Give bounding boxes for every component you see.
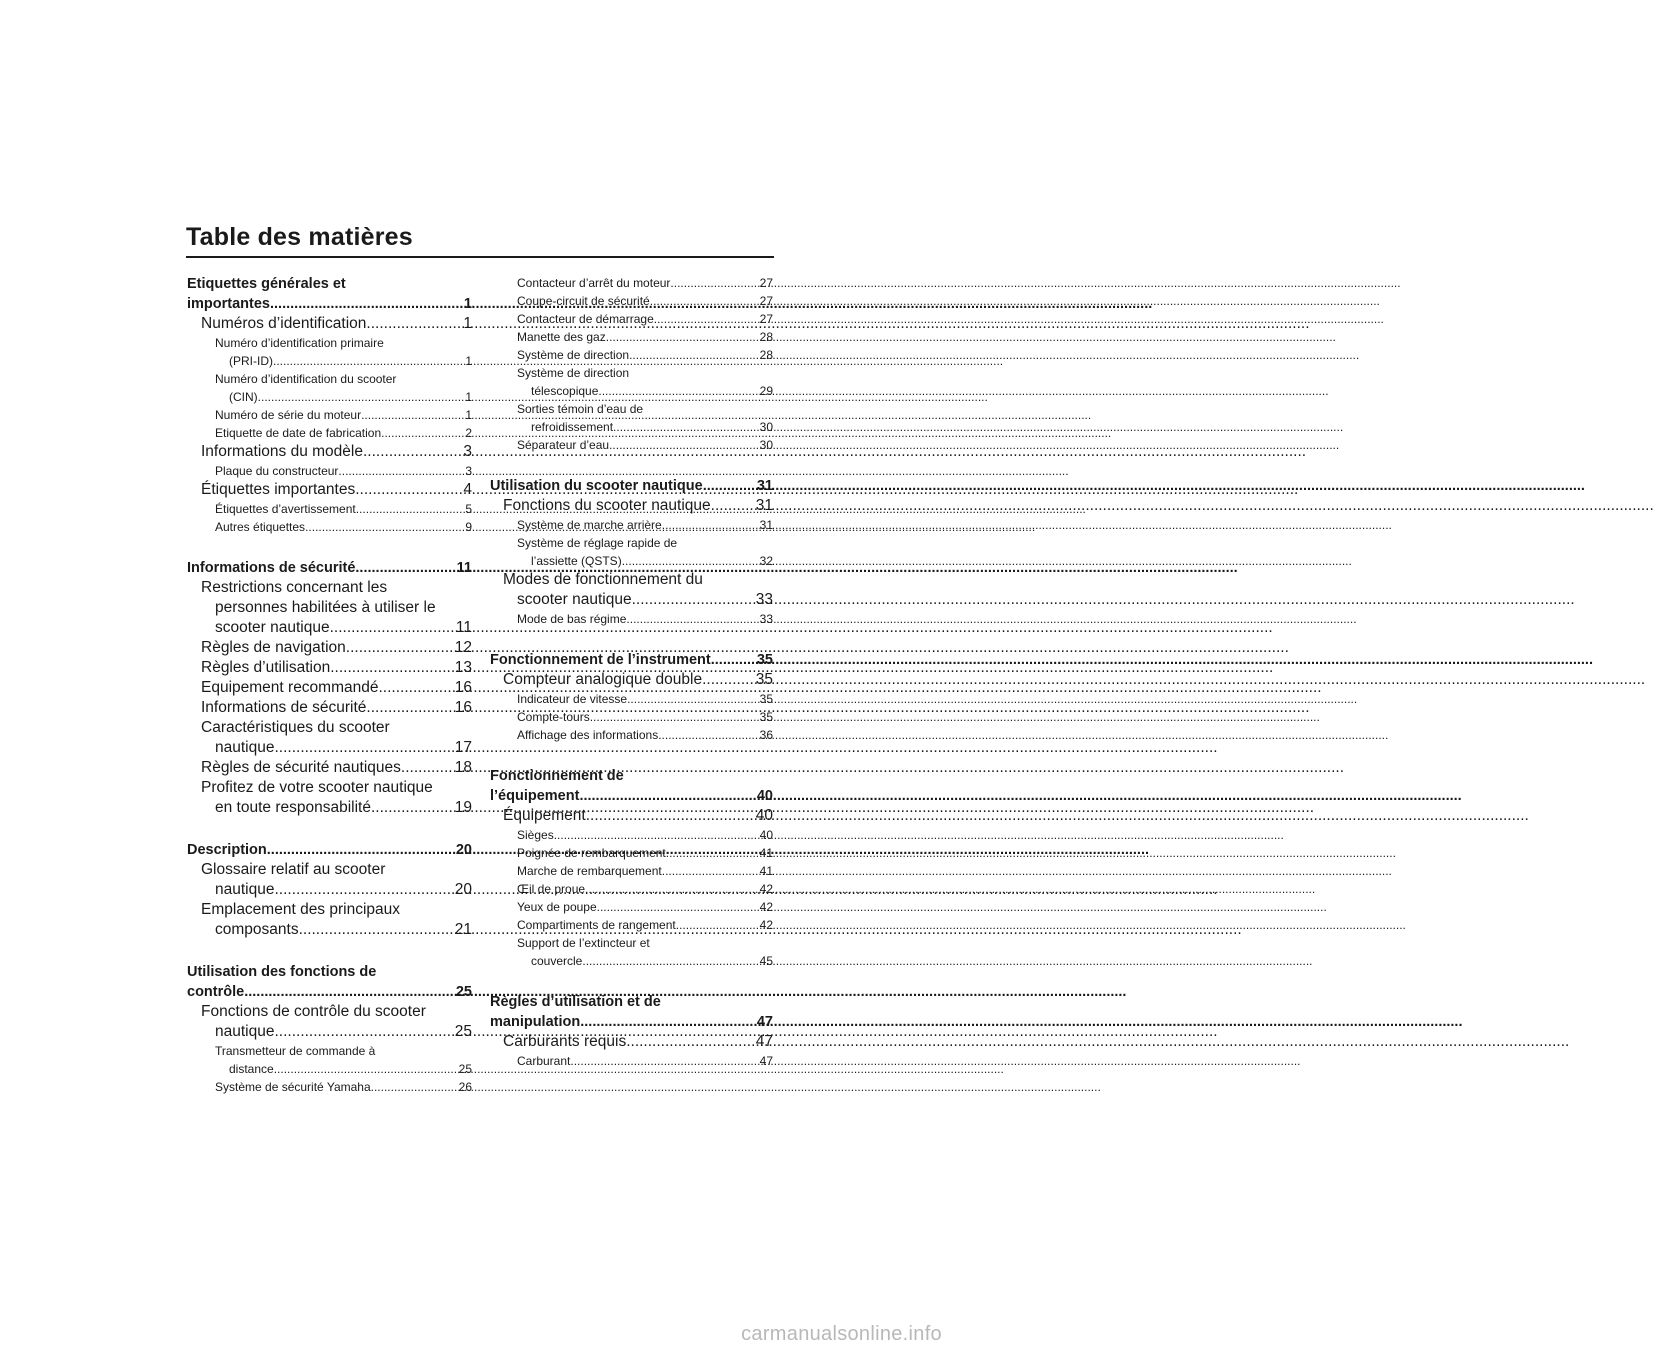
toc-entry-title: Carburant bbox=[517, 1054, 571, 1068]
toc-column-right bbox=[490, 274, 773, 1070]
toc-entry-title: nautique bbox=[215, 739, 275, 756]
dot-leader bbox=[711, 496, 752, 516]
toc-section-line: Règles d’utilisation et de bbox=[490, 994, 661, 1010]
toc-entry[interactable] bbox=[187, 1022, 472, 1042]
toc-entry[interactable] bbox=[490, 1032, 773, 1052]
toc-entry[interactable] bbox=[187, 442, 472, 462]
toc-subentry-line: Numéro d’identification primaire bbox=[215, 336, 384, 350]
toc-entry-title: nautique bbox=[215, 1023, 275, 1040]
toc-entry[interactable] bbox=[187, 658, 472, 678]
toc-entry-title: couvercle bbox=[531, 954, 583, 968]
toc-entry[interactable] bbox=[490, 670, 773, 690]
toc-subentry[interactable] bbox=[490, 862, 773, 880]
toc-entry-title: Affichage des informations bbox=[517, 728, 659, 742]
toc-subentry[interactable] bbox=[490, 436, 773, 454]
dot-leader bbox=[366, 698, 450, 718]
page-number: 25 bbox=[458, 1062, 472, 1076]
dot-leader bbox=[662, 516, 756, 534]
toc-entry-title: scooter nautique bbox=[215, 619, 330, 636]
toc-entry-title: Règles de navigation bbox=[201, 639, 346, 656]
dot-leader bbox=[338, 462, 461, 480]
page-number: 45 bbox=[759, 954, 773, 968]
toc-entry-title: Utilisation du scooter nautique bbox=[490, 478, 703, 494]
page-number: 28 bbox=[759, 330, 773, 344]
page-number: 47 bbox=[756, 1014, 773, 1030]
toc-entry-title: Plaque du constructeur bbox=[215, 464, 339, 478]
page-number: 3 bbox=[463, 443, 472, 460]
toc-entry-title: (PRI-ID) bbox=[229, 354, 273, 368]
page-number: 40 bbox=[759, 828, 773, 842]
toc-section[interactable] bbox=[187, 840, 472, 860]
page-number: 42 bbox=[759, 918, 773, 932]
section-gap bbox=[187, 940, 472, 962]
page-number: 35 bbox=[759, 692, 773, 706]
dot-leader bbox=[580, 1012, 757, 1032]
toc-entry-title: Manette des gaz bbox=[517, 330, 606, 344]
toc-entry-title: distance bbox=[229, 1062, 274, 1076]
toc-entry-title: Séparateur d’eau bbox=[517, 438, 610, 452]
page-number: 18 bbox=[454, 759, 472, 776]
toc-entry-title: Système de sécurité Yamaha bbox=[215, 1080, 371, 1094]
toc-entry-title: Yeux de poupe bbox=[517, 900, 597, 914]
toc-subentry-line: Numéro d’identification du scooter bbox=[215, 372, 397, 386]
page-number: 16 bbox=[454, 679, 472, 696]
page-number: 30 bbox=[759, 438, 773, 452]
page-number: 25 bbox=[455, 984, 472, 1000]
page-number: 36 bbox=[759, 728, 773, 742]
toc-entry-title: Informations du modèle bbox=[201, 443, 363, 460]
toc-entry-title: en toute responsabilité bbox=[215, 799, 371, 816]
dot-leader bbox=[654, 310, 756, 328]
page-number: 30 bbox=[759, 420, 773, 434]
toc-entry-title: Coupe-circuit de sécurité bbox=[517, 294, 650, 308]
page-number: 21 bbox=[454, 921, 472, 938]
dot-leader bbox=[702, 670, 752, 690]
page-number: 35 bbox=[755, 671, 773, 688]
page-number: 20 bbox=[455, 842, 472, 858]
toc-entry-title: importantes bbox=[187, 296, 270, 312]
page-number: 25 bbox=[454, 1023, 472, 1040]
toc-section[interactable] bbox=[490, 1012, 773, 1032]
toc-entry-title: Contacteur d’arrêt du moteur bbox=[517, 276, 671, 290]
dot-leader bbox=[609, 436, 756, 454]
toc-subentry-line: Sorties témoin d’eau de bbox=[517, 402, 644, 416]
toc-entry-title: Numéros d’identification bbox=[201, 315, 367, 332]
toc-entry-title: Etiquette de date de fabrication bbox=[215, 426, 382, 440]
toc-entry-title: Numéro de série du moteur bbox=[215, 408, 362, 422]
dot-leader bbox=[579, 786, 756, 806]
toc-entry-title: Indicateur de vitesse bbox=[517, 692, 628, 706]
toc-entry[interactable] bbox=[187, 798, 472, 818]
dot-leader bbox=[582, 952, 755, 970]
toc-entry[interactable] bbox=[187, 678, 472, 698]
toc-entry-title: Equipement recommandé bbox=[201, 679, 379, 696]
toc-entry-title: composants bbox=[215, 921, 299, 938]
page-number: 31 bbox=[759, 518, 773, 532]
toc-section[interactable] bbox=[490, 786, 773, 806]
page-number: 1 bbox=[465, 354, 472, 368]
toc-entry-title: Fonctions du scooter nautique bbox=[503, 497, 711, 514]
dot-leader bbox=[711, 650, 757, 670]
toc-subentry[interactable] bbox=[490, 610, 773, 628]
page-number: 1 bbox=[465, 390, 472, 404]
page-number: 26 bbox=[458, 1080, 472, 1094]
toc-entry[interactable] bbox=[490, 806, 773, 826]
toc-subentry-line: Système de réglage rapide de bbox=[517, 536, 678, 550]
page-number: 47 bbox=[755, 1033, 773, 1050]
toc-subentry[interactable] bbox=[187, 388, 472, 406]
toc-entry-title: Compte-tours bbox=[517, 710, 590, 724]
toc-entry[interactable] bbox=[187, 880, 472, 900]
toc-entry-title: Système de direction bbox=[517, 348, 630, 362]
dot-leader bbox=[662, 862, 756, 880]
toc-entry-title: scooter nautique bbox=[517, 591, 632, 608]
page-number: 5 bbox=[465, 502, 472, 516]
dot-leader bbox=[244, 982, 456, 1002]
page-number: 20 bbox=[454, 881, 472, 898]
page-number: 1 bbox=[463, 315, 472, 332]
toc-subentry[interactable] bbox=[490, 844, 773, 862]
page-number: 40 bbox=[756, 788, 773, 804]
toc-entry[interactable] bbox=[187, 480, 472, 500]
toc-entry-title: contrôle bbox=[187, 984, 245, 1000]
toc-subentry[interactable] bbox=[490, 310, 773, 328]
toc-entry-title: télescopique bbox=[531, 384, 599, 398]
toc-subentry[interactable] bbox=[490, 292, 773, 310]
dot-leader bbox=[273, 352, 461, 370]
dot-leader bbox=[381, 424, 461, 442]
page-number: 9 bbox=[465, 520, 472, 534]
toc-entry-line: Modes de fonctionnement du bbox=[503, 571, 703, 588]
toc-section[interactable] bbox=[187, 982, 472, 1002]
dot-leader bbox=[597, 898, 756, 916]
toc-subentry[interactable] bbox=[490, 328, 773, 346]
toc-entry-title: refroidissement bbox=[531, 420, 614, 434]
page-number: 2 bbox=[465, 426, 472, 440]
dot-leader bbox=[371, 798, 451, 818]
toc-subentry[interactable] bbox=[490, 690, 773, 708]
dot-leader bbox=[274, 1022, 450, 1042]
toc-subentry[interactable] bbox=[490, 916, 773, 934]
dot-leader bbox=[299, 920, 451, 940]
toc-subentry[interactable] bbox=[490, 346, 773, 364]
toc-subentry[interactable] bbox=[490, 382, 773, 400]
toc-entry[interactable] bbox=[187, 758, 472, 778]
toc-entry-title: Description bbox=[187, 842, 267, 858]
toc-subentry[interactable] bbox=[490, 952, 773, 970]
dot-leader bbox=[703, 476, 757, 496]
toc-section[interactable] bbox=[490, 476, 773, 496]
toc-entry-title: manipulation bbox=[490, 1014, 581, 1030]
dot-leader bbox=[676, 916, 756, 934]
toc-entry[interactable] bbox=[187, 698, 472, 718]
dot-leader bbox=[258, 388, 462, 406]
page-number: 13 bbox=[454, 659, 472, 676]
dot-leader bbox=[330, 618, 452, 638]
toc-subentry[interactable] bbox=[187, 518, 472, 536]
toc-entry-title: Poignée de rembarquement bbox=[517, 846, 666, 860]
section-gap bbox=[187, 536, 472, 558]
watermark: carmanualsonline.info bbox=[741, 1323, 942, 1345]
section-gap bbox=[490, 628, 773, 650]
toc-entry-line: Profitez de votre scooter nautique bbox=[201, 779, 433, 796]
dot-leader bbox=[632, 590, 752, 610]
section-gap bbox=[490, 744, 773, 766]
dot-leader bbox=[606, 328, 756, 346]
toc-entry-title: nautique bbox=[215, 881, 275, 898]
page-number: 3 bbox=[465, 464, 472, 478]
dot-leader bbox=[613, 418, 756, 436]
page-number: 27 bbox=[759, 276, 773, 290]
dot-leader bbox=[650, 292, 756, 310]
toc-subentry[interactable] bbox=[187, 352, 472, 370]
page-number: 32 bbox=[759, 554, 773, 568]
toc-section[interactable] bbox=[490, 650, 773, 670]
toc-subentry[interactable] bbox=[490, 274, 773, 292]
page-number: 42 bbox=[759, 882, 773, 896]
page-number: 33 bbox=[755, 591, 773, 608]
toc-subentry[interactable] bbox=[187, 406, 472, 424]
toc-section[interactable] bbox=[187, 558, 472, 578]
toc-entry-line: Glossaire relatif au scooter bbox=[201, 861, 386, 878]
toc-entry-title: l’assiette (QSTS) bbox=[531, 554, 622, 568]
page-number: 42 bbox=[759, 900, 773, 914]
toc-entry-title: Informations de sécurité bbox=[201, 699, 367, 716]
page-number: 35 bbox=[756, 652, 773, 668]
page-number: 1 bbox=[463, 296, 472, 312]
page-number: 27 bbox=[759, 312, 773, 326]
dot-leader bbox=[270, 294, 464, 314]
toc-subentry[interactable] bbox=[187, 424, 472, 442]
page-number: 41 bbox=[759, 864, 773, 878]
dot-leader bbox=[626, 610, 755, 628]
toc-entry[interactable] bbox=[187, 638, 472, 658]
dot-leader bbox=[598, 382, 755, 400]
page-number: 31 bbox=[755, 497, 773, 514]
toc-entry[interactable] bbox=[490, 496, 773, 516]
page-number: 29 bbox=[759, 384, 773, 398]
dot-leader bbox=[305, 518, 461, 536]
page-number: 1 bbox=[465, 408, 472, 422]
toc-entry-title: (CIN) bbox=[229, 390, 258, 404]
page-number: 11 bbox=[455, 619, 472, 636]
toc-section-line: Etiquettes générales et bbox=[187, 276, 346, 292]
toc-entry-title: Marche de rembarquement bbox=[517, 864, 662, 878]
toc-subentry[interactable] bbox=[490, 708, 773, 726]
dot-leader bbox=[570, 1052, 755, 1070]
dot-leader bbox=[355, 558, 456, 578]
toc-entry-title: Contacteur de démarrage bbox=[517, 312, 654, 326]
page-number: 4 bbox=[463, 481, 472, 498]
toc-subentry[interactable] bbox=[490, 826, 773, 844]
toc-entry-title: Autres étiquettes bbox=[215, 520, 306, 534]
toc-subentry[interactable] bbox=[490, 880, 773, 898]
dot-leader bbox=[267, 840, 456, 860]
toc-entry-title: l’équipement bbox=[490, 788, 580, 804]
page-number: 19 bbox=[454, 799, 472, 816]
toc-section-line: Utilisation des fonctions de bbox=[187, 964, 377, 980]
toc-entry-title: Étiquettes importantes bbox=[201, 481, 356, 498]
page-number: 27 bbox=[759, 294, 773, 308]
toc-entry-title: Équipement bbox=[503, 807, 586, 824]
page-number: 31 bbox=[756, 478, 773, 494]
dot-leader bbox=[401, 758, 451, 778]
toc-entry-title: Carburants requis bbox=[503, 1033, 627, 1050]
dot-leader bbox=[658, 726, 755, 744]
section-gap bbox=[490, 454, 773, 476]
toc-subentry[interactable] bbox=[187, 500, 472, 518]
dot-leader bbox=[670, 274, 755, 292]
toc-subentry-line: Système de direction bbox=[517, 366, 630, 380]
toc-entry[interactable] bbox=[187, 738, 472, 758]
dot-leader bbox=[361, 406, 461, 424]
dot-leader bbox=[355, 480, 459, 500]
page-number: 47 bbox=[759, 1054, 773, 1068]
toc-subentry[interactable] bbox=[490, 726, 773, 744]
dot-leader bbox=[371, 1078, 455, 1096]
dot-leader bbox=[346, 638, 451, 658]
dot-leader bbox=[379, 678, 451, 698]
toc-entry-title: Règles d’utilisation bbox=[201, 659, 331, 676]
toc-subentry[interactable] bbox=[490, 418, 773, 436]
toc-subentry[interactable] bbox=[490, 1052, 773, 1070]
page-title: Table des matières bbox=[186, 222, 774, 258]
section-gap bbox=[490, 970, 773, 992]
page-number: 11 bbox=[456, 560, 472, 576]
toc-entry-line: Restrictions concernant les bbox=[201, 579, 388, 596]
page-number: 33 bbox=[759, 612, 773, 626]
dot-leader bbox=[666, 844, 756, 862]
dot-leader bbox=[366, 314, 459, 334]
toc-entry[interactable] bbox=[187, 618, 472, 638]
dot-leader bbox=[356, 500, 462, 518]
toc-entry-title: Règles de sécurité nautiques bbox=[201, 759, 401, 776]
toc-entry[interactable] bbox=[490, 590, 773, 610]
page-number: 17 bbox=[454, 739, 472, 756]
toc-entry-title: Œil de proue bbox=[517, 882, 586, 896]
toc-entry-title: Mode de bas régime bbox=[517, 612, 627, 626]
dot-leader bbox=[585, 880, 756, 898]
page-number: 41 bbox=[759, 846, 773, 860]
page-number: 16 bbox=[454, 699, 472, 716]
dot-leader bbox=[590, 708, 756, 726]
toc-entry-title: Système de marche arrière bbox=[517, 518, 662, 532]
toc-subentry[interactable] bbox=[187, 462, 472, 480]
dot-leader bbox=[622, 552, 756, 570]
section-gap bbox=[187, 818, 472, 840]
page-number: 35 bbox=[759, 710, 773, 724]
dot-leader bbox=[330, 658, 451, 678]
toc-entry-title: Sièges bbox=[517, 828, 554, 842]
toc-entry-title: Compteur analogique double bbox=[503, 671, 703, 688]
dot-leader bbox=[363, 442, 459, 462]
toc-column-left bbox=[187, 274, 472, 1096]
page-number: 28 bbox=[759, 348, 773, 362]
toc-entry-title: Compartiments de rangement bbox=[517, 918, 676, 932]
dot-leader bbox=[627, 690, 756, 708]
dot-leader bbox=[274, 738, 450, 758]
toc-section-line: Fonctionnement de bbox=[490, 768, 624, 784]
page-number: 40 bbox=[755, 807, 773, 824]
toc-subentry-line: Support de l’extincteur et bbox=[517, 936, 650, 950]
toc-entry-title: Fonctionnement de l’instrument bbox=[490, 652, 711, 668]
toc-entry-title: Informations de sécurité bbox=[187, 560, 356, 576]
toc-subentry[interactable] bbox=[490, 552, 773, 570]
page-number: 12 bbox=[454, 639, 472, 656]
toc-entry-line: Caractéristiques du scooter bbox=[201, 719, 390, 736]
toc-subentry[interactable] bbox=[490, 516, 773, 534]
dot-leader bbox=[274, 1060, 455, 1078]
toc-subentry-line: Transmetteur de commande à bbox=[215, 1044, 376, 1058]
toc-entry-line: personnes habilitées à utiliser le bbox=[215, 599, 436, 616]
toc-entry-line: Emplacement des principaux bbox=[201, 901, 401, 918]
dot-leader bbox=[554, 826, 756, 844]
toc-section[interactable] bbox=[187, 294, 472, 314]
dot-leader bbox=[586, 806, 752, 826]
toc-subentry[interactable] bbox=[187, 1078, 472, 1096]
toc-entry[interactable] bbox=[187, 314, 472, 334]
toc-entry[interactable] bbox=[187, 920, 472, 940]
toc-entry-line: Fonctions de contrôle du scooter bbox=[201, 1003, 426, 1020]
toc-entry-title: Étiquettes d’avertissement bbox=[215, 502, 356, 516]
dot-leader bbox=[274, 880, 450, 900]
dot-leader bbox=[626, 1032, 752, 1052]
toc-subentry[interactable] bbox=[187, 1060, 472, 1078]
dot-leader bbox=[629, 346, 756, 364]
toc-subentry[interactable] bbox=[490, 898, 773, 916]
